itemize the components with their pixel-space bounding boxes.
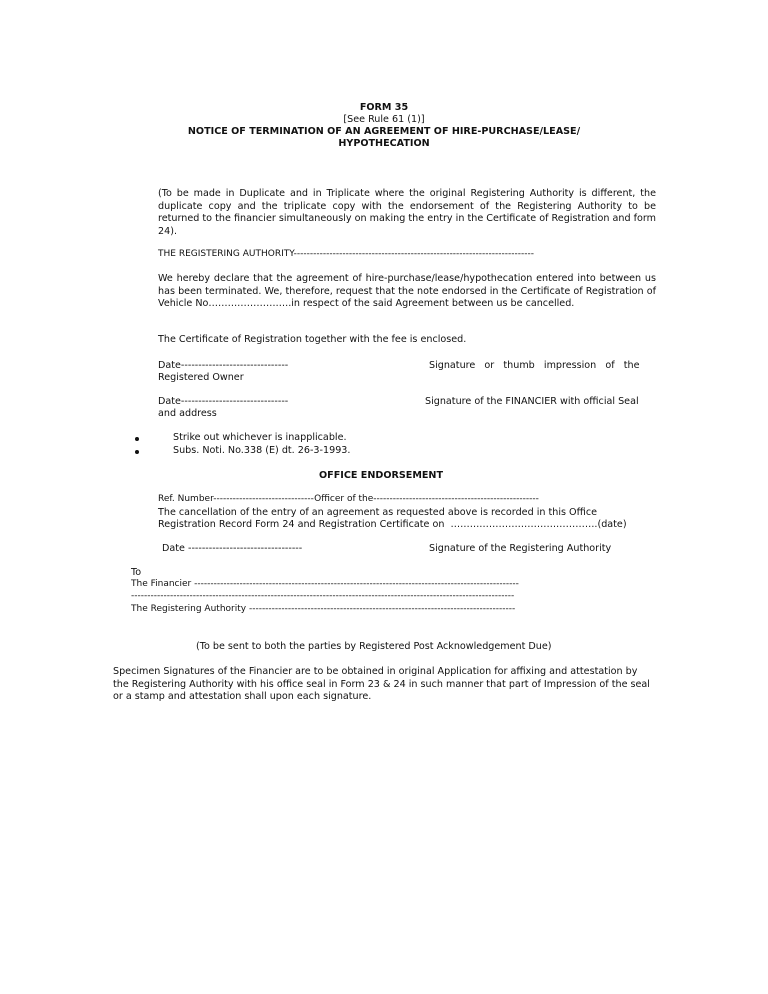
bullet-icon	[135, 450, 139, 454]
declaration-paragraph: We hereby declare that the agreement of hire-purchase/lease/hypothecation entered into between us has been terminated. We, therefore, request that the note endorsed in the Certificate of Registration of Vehicle No……………………..in respect of the said Agreement between us be cancelled.	[158, 273, 656, 309]
ref-number-line: Ref. Number-------------------------------Officer of the---------------------------------------------------	[158, 494, 539, 504]
owner-date: Date-------------------------------	[158, 360, 289, 371]
financier-signature-line-2: and address	[158, 408, 217, 419]
financier-date: Date-------------------------------	[158, 396, 289, 407]
address-dash-line: ----------------------------------------------------------------------------------------------------------------------	[131, 591, 515, 601]
rule-reference: [See Rule 61 (1)]	[343, 114, 425, 125]
financier-signature-line-1: Signature of the FINANCIER with official Seal	[425, 396, 639, 407]
financier-address-line: The Financier ----------------------------------------------------------------------------------------------------	[131, 579, 519, 589]
owner-signature-line-1: Signature or thumb impression of the	[429, 360, 640, 371]
endorsement-line-2: The cancellation of the entry of an agreement as requested above is recorded in this Office	[158, 507, 598, 518]
note-item: Subs. Noti. No.338 (E) dt. 26-3-1993.	[173, 445, 351, 456]
heading-line-2: HYPOTHECATION	[338, 138, 430, 149]
form-title: FORM 35	[359, 102, 409, 113]
endorsement-date: Date ---------------------------------	[162, 543, 303, 554]
office-endorsement-title: OFFICE ENDORSEMENT	[319, 470, 443, 481]
bullet-icon	[135, 437, 139, 441]
authority-address-line: The Registering Authority ----------------------------------------------------------------------------------	[131, 604, 516, 614]
specimen-paragraph: Specimen Signatures of the Financier are to be obtained in original Application for affixing and attestation by the Registering Authority with his office seal in Form 23 & 24 in such manner that part of Impression of the seal or a stamp and attestation shall upon each signature.	[113, 666, 650, 702]
owner-signature-line-2: Registered Owner	[158, 372, 244, 383]
certificate-line: The Certificate of Registration together with the fee is enclosed.	[158, 334, 467, 345]
endorsement-line-3: Registration Record Form 24 and Registration Certificate on ……………………………………….(date)	[158, 519, 627, 530]
registering-authority-signature: Signature of the Registering Authority	[429, 543, 612, 554]
intro-paragraph: (To be made in Duplicate and in Triplicate where the original Registering Authority is different, the duplicate copy and the triplicate copy with the endorsement of the Registering Authority to be returned to the financier simultaneously on making the entry in the Certificate of Registration and form 24).	[158, 188, 656, 237]
registering-authority-line: THE REGISTERING AUTHORITY--------------------------------------------------------------------------	[158, 249, 535, 259]
to-label: To	[131, 567, 142, 578]
note-item: Strike out whichever is inapplicable.	[173, 432, 347, 443]
heading-line-1: NOTICE OF TERMINATION OF AN AGREEMENT OF HIRE-PURCHASE/LEASE/	[187, 126, 581, 137]
send-note: (To be sent to both the parties by Registered Post Acknowledgement Due)	[196, 641, 552, 652]
